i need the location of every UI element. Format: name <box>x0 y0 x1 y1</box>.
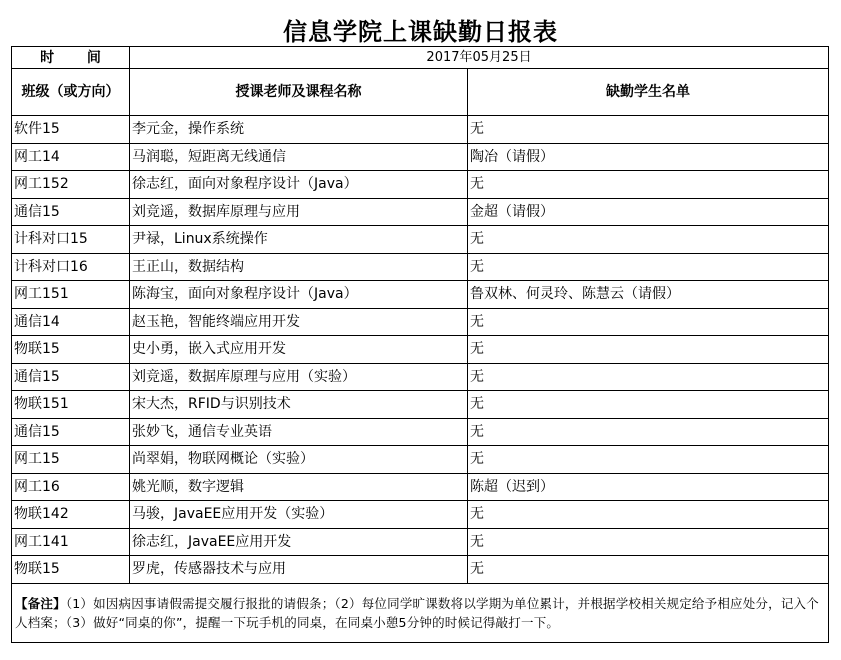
cell-teacher-course: 姚光顺，数字逻辑 <box>130 473 468 501</box>
table-row <box>12 528 829 556</box>
cell-class: 物联15 <box>12 336 130 364</box>
cell-teacher-course: 李元金，操作系统 <box>130 116 468 144</box>
cell-class: 通信15 <box>12 418 130 446</box>
cell-teacher-course: 徐志红，面向对象程序设计（Java） <box>130 171 468 199</box>
cell-class: 计科对口15 <box>12 226 130 254</box>
page-title: 信息学院上课缺勤日报表 <box>283 17 558 46</box>
cell-teacher-course: 罗虎，传感器技术与应用 <box>130 556 468 584</box>
header-absent: 缺勤学生名单 <box>468 69 829 116</box>
cell-absent: 无 <box>468 116 829 144</box>
cell-absent: 无 <box>468 226 829 254</box>
cell-absent: 无 <box>468 446 829 474</box>
attendance-table <box>11 46 829 643</box>
cell-class: 通信14 <box>12 308 130 336</box>
cell-class: 网工151 <box>12 281 130 309</box>
table-row <box>12 281 829 309</box>
cell-teacher-course: 马骏，JavaEE应用开发（实验） <box>130 501 468 529</box>
cell-class: 网工15 <box>12 446 130 474</box>
table-row <box>12 226 829 254</box>
cell-class: 物联142 <box>12 501 130 529</box>
cell-teacher-course: 陈海宝，面向对象程序设计（Java） <box>130 281 468 309</box>
cell-class: 计科对口16 <box>12 253 130 281</box>
table-row <box>12 143 829 171</box>
note-label: 【备注】 <box>15 595 66 611</box>
header-class: 班级（或方向） <box>12 69 130 116</box>
cell-class: 网工16 <box>12 473 130 501</box>
header-row <box>12 69 829 116</box>
cell-absent: 陶冶（请假） <box>468 143 829 171</box>
cell-absent: 鲁双林、何灵玲、陈慧云（请假） <box>468 281 829 309</box>
table-row <box>12 556 829 584</box>
cell-absent: 陈超（迟到） <box>468 473 829 501</box>
cell-absent: 无 <box>468 556 829 584</box>
cell-absent: 无 <box>468 391 829 419</box>
cell-absent: 无 <box>468 171 829 199</box>
cell-teacher-course: 马润聪，短距离无线通信 <box>130 143 468 171</box>
cell-absent: 无 <box>468 501 829 529</box>
cell-class: 软件15 <box>12 116 130 144</box>
cell-teacher-course: 张妙飞，通信专业英语 <box>130 418 468 446</box>
table-row <box>12 501 829 529</box>
cell-absent: 金超（请假） <box>468 198 829 226</box>
cell-teacher-course: 宋大杰，RFID与识别技术 <box>130 391 468 419</box>
table-row <box>12 198 829 226</box>
table-row <box>12 391 829 419</box>
cell-teacher-course: 赵玉艳，智能终端应用开发 <box>130 308 468 336</box>
table-row <box>12 363 829 391</box>
table-row <box>12 418 829 446</box>
table-row <box>12 116 829 144</box>
cell-teacher-course: 徐志红，JavaEE应用开发 <box>130 528 468 556</box>
report-date: 2017年05月25日 <box>130 47 829 69</box>
time-label: 时 间 <box>12 47 130 69</box>
cell-absent: 无 <box>468 308 829 336</box>
cell-teacher-course: 刘竞遥，数据库原理与应用（实验） <box>130 363 468 391</box>
cell-class: 通信15 <box>12 198 130 226</box>
header-teacher-course: 授课老师及课程名称 <box>130 69 468 116</box>
cell-class: 网工141 <box>12 528 130 556</box>
note-cell <box>12 583 829 642</box>
cell-absent: 无 <box>468 363 829 391</box>
cell-class: 通信15 <box>12 363 130 391</box>
time-row <box>12 47 829 69</box>
cell-teacher-course: 尹禄，Linux系统操作 <box>130 226 468 254</box>
note-row <box>12 583 829 642</box>
table-row <box>12 171 829 199</box>
table-row <box>12 446 829 474</box>
cell-absent: 无 <box>468 418 829 446</box>
cell-class: 网工152 <box>12 171 130 199</box>
table-row <box>12 253 829 281</box>
table-row <box>12 336 829 364</box>
cell-class: 物联15 <box>12 556 130 584</box>
cell-class: 网工14 <box>12 143 130 171</box>
cell-absent: 无 <box>468 528 829 556</box>
table-row <box>12 308 829 336</box>
table-row <box>12 473 829 501</box>
cell-absent: 无 <box>468 253 829 281</box>
cell-teacher-course: 史小勇，嵌入式应用开发 <box>130 336 468 364</box>
cell-teacher-course: 刘竞遥，数据库原理与应用 <box>130 198 468 226</box>
cell-teacher-course: 王正山，数据结构 <box>130 253 468 281</box>
cell-class: 物联151 <box>12 391 130 419</box>
cell-absent: 无 <box>468 336 829 364</box>
note-text: （1）如因病因事请假需提交履行报批的请假条；（2）每位同学旷课数将以学期为单位累计，并根据学校相关规定给予相应处分，记入个人档案；（3）做好“同桌的你”，提醒一下玩手机的同桌，在同桌小憩5分钟的时候记得敲打一下。 <box>15 595 819 630</box>
cell-teacher-course: 尚翠娟，物联网概论（实验） <box>130 446 468 474</box>
